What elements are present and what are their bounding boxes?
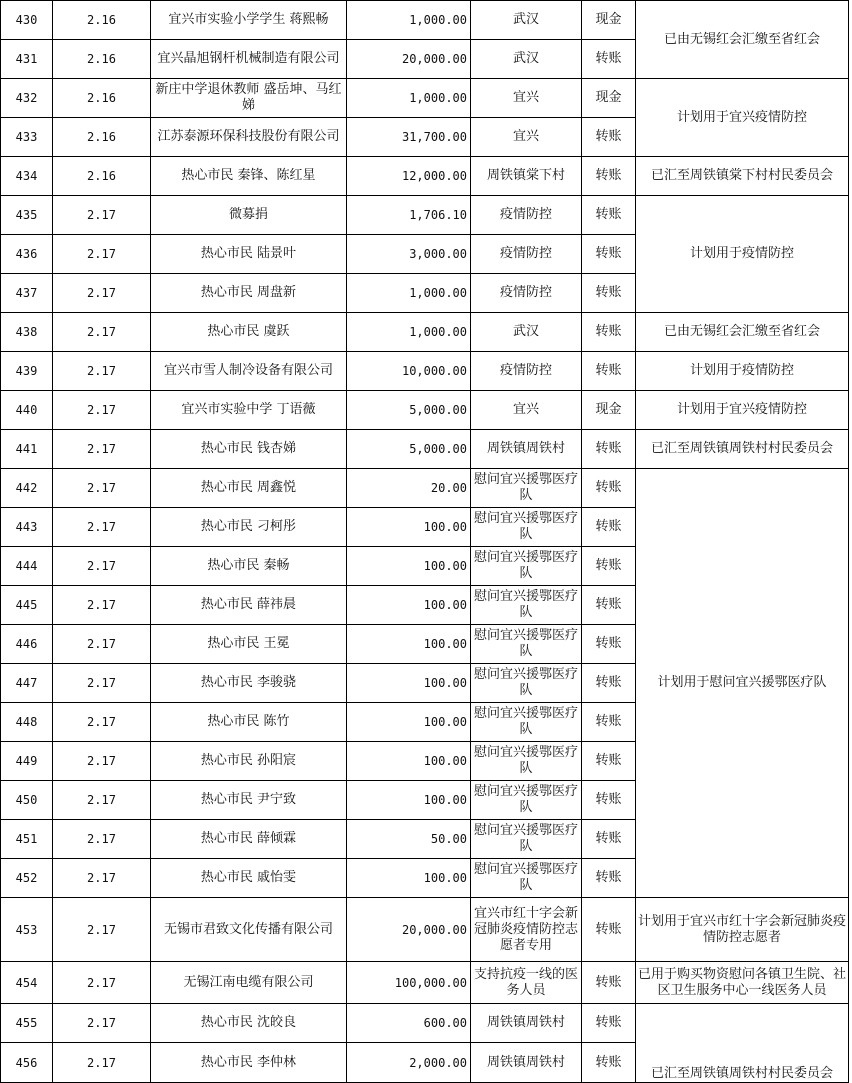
row-donor: 热心市民 薛倾霖 bbox=[151, 820, 347, 859]
row-donor: 热心市民 周鑫悦 bbox=[151, 469, 347, 508]
row-purpose: 慰问宜兴援鄂医疗队 bbox=[471, 547, 582, 586]
row-method: 转账 bbox=[582, 742, 636, 781]
row-purpose: 疫情防控 bbox=[471, 235, 582, 274]
table-row bbox=[1, 1, 849, 40]
row-donor: 热心市民 钱杏娣 bbox=[151, 430, 347, 469]
row-donor: 热心市民 戚怡雯 bbox=[151, 859, 347, 898]
row-method: 转账 bbox=[582, 469, 636, 508]
row-method: 转账 bbox=[582, 118, 636, 157]
row-amount: 5,000.00 bbox=[347, 391, 471, 430]
row-purpose: 疫情防控 bbox=[471, 352, 582, 391]
row-amount: 5,000.00 bbox=[347, 430, 471, 469]
row-date: 2.17 bbox=[53, 703, 151, 742]
row-purpose: 慰问宜兴援鄂医疗队 bbox=[471, 742, 582, 781]
row-purpose: 宜兴市红十字会新冠肺炎疫情防控志愿者专用 bbox=[471, 898, 582, 962]
row-donor: 热心市民 沈皎良 bbox=[151, 1004, 347, 1043]
row-amount: 600.00 bbox=[347, 1004, 471, 1043]
row-note: 已汇至周铁镇周铁村村民委员会 bbox=[636, 430, 849, 469]
row-amount: 100.00 bbox=[347, 664, 471, 703]
row-date: 2.17 bbox=[53, 391, 151, 430]
row-donor: 热心市民 秦锋、陈红星 bbox=[151, 157, 347, 196]
row-date: 2.17 bbox=[53, 664, 151, 703]
row-donor: 热心市民 陆景叶 bbox=[151, 235, 347, 274]
row-date: 2.17 bbox=[53, 274, 151, 313]
row-method: 转账 bbox=[582, 1043, 636, 1083]
row-number: 455 bbox=[1, 1004, 53, 1043]
row-donor: 热心市民 周盘新 bbox=[151, 274, 347, 313]
row-amount: 3,000.00 bbox=[347, 235, 471, 274]
row-method: 转账 bbox=[582, 430, 636, 469]
row-purpose: 武汉 bbox=[471, 1, 582, 40]
row-amount: 100.00 bbox=[347, 586, 471, 625]
row-purpose: 慰问宜兴援鄂医疗队 bbox=[471, 859, 582, 898]
table-row bbox=[1, 352, 849, 391]
row-donor: 热心市民 秦畅 bbox=[151, 547, 347, 586]
row-donor: 宜兴市实验小学学生 蒋熙畅 bbox=[151, 1, 347, 40]
table-row bbox=[1, 898, 849, 962]
row-number: 453 bbox=[1, 898, 53, 962]
row-number: 439 bbox=[1, 352, 53, 391]
row-amount: 1,000.00 bbox=[347, 1, 471, 40]
row-date: 2.16 bbox=[53, 1, 151, 40]
row-date: 2.16 bbox=[53, 118, 151, 157]
row-date: 2.17 bbox=[53, 352, 151, 391]
row-method: 转账 bbox=[582, 196, 636, 235]
row-date: 2.17 bbox=[53, 781, 151, 820]
row-date: 2.17 bbox=[53, 508, 151, 547]
row-note: 计划用于疫情防控 bbox=[636, 352, 849, 391]
row-number: 436 bbox=[1, 235, 53, 274]
row-number: 431 bbox=[1, 40, 53, 79]
row-purpose: 宜兴 bbox=[471, 118, 582, 157]
row-note: 已由无锡红会汇缴至省红会 bbox=[636, 1, 849, 79]
row-date: 2.16 bbox=[53, 157, 151, 196]
row-purpose: 宜兴 bbox=[471, 391, 582, 430]
row-number: 437 bbox=[1, 274, 53, 313]
row-number: 449 bbox=[1, 742, 53, 781]
row-note: 已汇至周铁镇周铁村村民委员会 bbox=[636, 1004, 849, 1083]
row-amount: 50.00 bbox=[347, 820, 471, 859]
row-purpose: 支持抗疫一线的医务人员 bbox=[471, 962, 582, 1004]
row-purpose: 慰问宜兴援鄂医疗队 bbox=[471, 820, 582, 859]
row-donor: 宜兴市实验中学 丁语薇 bbox=[151, 391, 347, 430]
row-method: 转账 bbox=[582, 664, 636, 703]
row-note: 已汇至周铁镇棠下村村民委员会 bbox=[636, 157, 849, 196]
row-number: 442 bbox=[1, 469, 53, 508]
row-amount: 31,700.00 bbox=[347, 118, 471, 157]
row-purpose: 疫情防控 bbox=[471, 196, 582, 235]
row-method: 转账 bbox=[582, 898, 636, 962]
row-amount: 1,000.00 bbox=[347, 313, 471, 352]
row-number: 446 bbox=[1, 625, 53, 664]
row-method: 转账 bbox=[582, 508, 636, 547]
row-method: 转账 bbox=[582, 586, 636, 625]
row-note: 计划用于疫情防控 bbox=[636, 196, 849, 313]
row-date: 2.17 bbox=[53, 898, 151, 962]
table-row bbox=[1, 391, 849, 430]
table-row bbox=[1, 79, 849, 118]
row-amount: 1,706.10 bbox=[347, 196, 471, 235]
row-purpose: 周铁镇周铁村 bbox=[471, 1043, 582, 1083]
row-note: 计划用于宜兴疫情防控 bbox=[636, 391, 849, 430]
row-donor: 热心市民 陈竹 bbox=[151, 703, 347, 742]
row-donor: 热心市民 虞跃 bbox=[151, 313, 347, 352]
row-donor: 新庄中学退休教师 盛岳坤、马红娣 bbox=[151, 79, 347, 118]
row-donor: 宜兴晶旭钢杆机械制造有限公司 bbox=[151, 40, 347, 79]
row-donor: 热心市民 尹宁致 bbox=[151, 781, 347, 820]
row-note: 计划用于宜兴疫情防控 bbox=[636, 79, 849, 157]
row-method: 转账 bbox=[582, 547, 636, 586]
row-date: 2.17 bbox=[53, 430, 151, 469]
row-date: 2.17 bbox=[53, 1004, 151, 1043]
row-number: 450 bbox=[1, 781, 53, 820]
row-amount: 1,000.00 bbox=[347, 79, 471, 118]
row-note: 已由无锡红会汇缴至省红会 bbox=[636, 313, 849, 352]
table-row bbox=[1, 157, 849, 196]
row-date: 2.17 bbox=[53, 469, 151, 508]
row-number: 444 bbox=[1, 547, 53, 586]
row-donor: 热心市民 刁柯彤 bbox=[151, 508, 347, 547]
row-purpose: 慰问宜兴援鄂医疗队 bbox=[471, 625, 582, 664]
row-method: 转账 bbox=[582, 820, 636, 859]
row-date: 2.17 bbox=[53, 313, 151, 352]
row-number: 441 bbox=[1, 430, 53, 469]
row-amount: 100.00 bbox=[347, 859, 471, 898]
row-purpose: 疫情防控 bbox=[471, 274, 582, 313]
row-purpose: 宜兴 bbox=[471, 79, 582, 118]
row-donor: 无锡市君致文化传播有限公司 bbox=[151, 898, 347, 962]
row-purpose: 武汉 bbox=[471, 40, 582, 79]
row-date: 2.17 bbox=[53, 196, 151, 235]
row-purpose: 慰问宜兴援鄂医疗队 bbox=[471, 781, 582, 820]
row-method: 转账 bbox=[582, 235, 636, 274]
row-number: 456 bbox=[1, 1043, 53, 1083]
row-purpose: 慰问宜兴援鄂医疗队 bbox=[471, 664, 582, 703]
row-number: 448 bbox=[1, 703, 53, 742]
row-amount: 2,000.00 bbox=[347, 1043, 471, 1083]
row-purpose: 慰问宜兴援鄂医疗队 bbox=[471, 508, 582, 547]
row-method: 转账 bbox=[582, 1004, 636, 1043]
row-date: 2.17 bbox=[53, 235, 151, 274]
row-amount: 100.00 bbox=[347, 508, 471, 547]
row-donor: 热心市民 李骏骁 bbox=[151, 664, 347, 703]
row-method: 转账 bbox=[582, 703, 636, 742]
row-number: 454 bbox=[1, 962, 53, 1004]
row-date: 2.17 bbox=[53, 586, 151, 625]
row-method: 转账 bbox=[582, 625, 636, 664]
row-method: 现金 bbox=[582, 1, 636, 40]
row-method: 转账 bbox=[582, 274, 636, 313]
row-date: 2.17 bbox=[53, 1043, 151, 1083]
row-number: 432 bbox=[1, 79, 53, 118]
row-number: 430 bbox=[1, 1, 53, 40]
table-row bbox=[1, 313, 849, 352]
row-date: 2.16 bbox=[53, 40, 151, 79]
row-amount: 100.00 bbox=[347, 547, 471, 586]
row-date: 2.17 bbox=[53, 547, 151, 586]
row-purpose: 慰问宜兴援鄂医疗队 bbox=[471, 703, 582, 742]
row-donor: 微募捐 bbox=[151, 196, 347, 235]
table-row bbox=[1, 196, 849, 235]
row-number: 452 bbox=[1, 859, 53, 898]
row-purpose: 周铁镇周铁村 bbox=[471, 430, 582, 469]
row-number: 451 bbox=[1, 820, 53, 859]
row-amount: 1,000.00 bbox=[347, 274, 471, 313]
row-date: 2.17 bbox=[53, 859, 151, 898]
table-row bbox=[1, 1004, 849, 1043]
row-amount: 100.00 bbox=[347, 703, 471, 742]
row-donor: 无锡江南电缆有限公司 bbox=[151, 962, 347, 1004]
row-amount: 10,000.00 bbox=[347, 352, 471, 391]
row-number: 443 bbox=[1, 508, 53, 547]
row-donor: 江苏泰源环保科技股份有限公司 bbox=[151, 118, 347, 157]
row-amount: 100.00 bbox=[347, 625, 471, 664]
row-method: 现金 bbox=[582, 391, 636, 430]
row-amount: 20,000.00 bbox=[347, 40, 471, 79]
row-amount: 100,000.00 bbox=[347, 962, 471, 1004]
table-row bbox=[1, 430, 849, 469]
row-note: 已用于购买物资慰问各镇卫生院、社区卫生服务中心一线医务人员 bbox=[636, 962, 849, 1004]
row-note: 计划用于慰问宜兴援鄂医疗队 bbox=[636, 469, 849, 898]
row-number: 434 bbox=[1, 157, 53, 196]
row-donor: 热心市民 孙阳宸 bbox=[151, 742, 347, 781]
row-amount: 20,000.00 bbox=[347, 898, 471, 962]
row-donor: 热心市民 王冕 bbox=[151, 625, 347, 664]
row-purpose: 慰问宜兴援鄂医疗队 bbox=[471, 586, 582, 625]
row-method: 转账 bbox=[582, 781, 636, 820]
row-purpose: 周铁镇棠下村 bbox=[471, 157, 582, 196]
row-donor: 宜兴市雪人制冷设备有限公司 bbox=[151, 352, 347, 391]
row-amount: 12,000.00 bbox=[347, 157, 471, 196]
row-amount: 100.00 bbox=[347, 742, 471, 781]
row-note: 计划用于宜兴市红十字会新冠肺炎疫情防控志愿者 bbox=[636, 898, 849, 962]
row-method: 现金 bbox=[582, 79, 636, 118]
row-method: 转账 bbox=[582, 859, 636, 898]
row-date: 2.17 bbox=[53, 742, 151, 781]
row-method: 转账 bbox=[582, 40, 636, 79]
row-number: 440 bbox=[1, 391, 53, 430]
row-method: 转账 bbox=[582, 352, 636, 391]
row-donor: 热心市民 李仲林 bbox=[151, 1043, 347, 1083]
row-method: 转账 bbox=[582, 157, 636, 196]
row-purpose: 武汉 bbox=[471, 313, 582, 352]
table-row bbox=[1, 469, 849, 508]
row-number: 445 bbox=[1, 586, 53, 625]
row-amount: 20.00 bbox=[347, 469, 471, 508]
row-number: 447 bbox=[1, 664, 53, 703]
table-row bbox=[1, 962, 849, 1004]
row-purpose: 慰问宜兴援鄂医疗队 bbox=[471, 469, 582, 508]
row-date: 2.17 bbox=[53, 625, 151, 664]
row-donor: 热心市民 薛祎晨 bbox=[151, 586, 347, 625]
row-number: 433 bbox=[1, 118, 53, 157]
row-number: 438 bbox=[1, 313, 53, 352]
row-method: 转账 bbox=[582, 313, 636, 352]
row-date: 2.17 bbox=[53, 962, 151, 1004]
row-amount: 100.00 bbox=[347, 781, 471, 820]
row-date: 2.17 bbox=[53, 820, 151, 859]
row-method: 转账 bbox=[582, 962, 636, 1004]
row-purpose: 周铁镇周铁村 bbox=[471, 1004, 582, 1043]
row-number: 435 bbox=[1, 196, 53, 235]
row-date: 2.16 bbox=[53, 79, 151, 118]
